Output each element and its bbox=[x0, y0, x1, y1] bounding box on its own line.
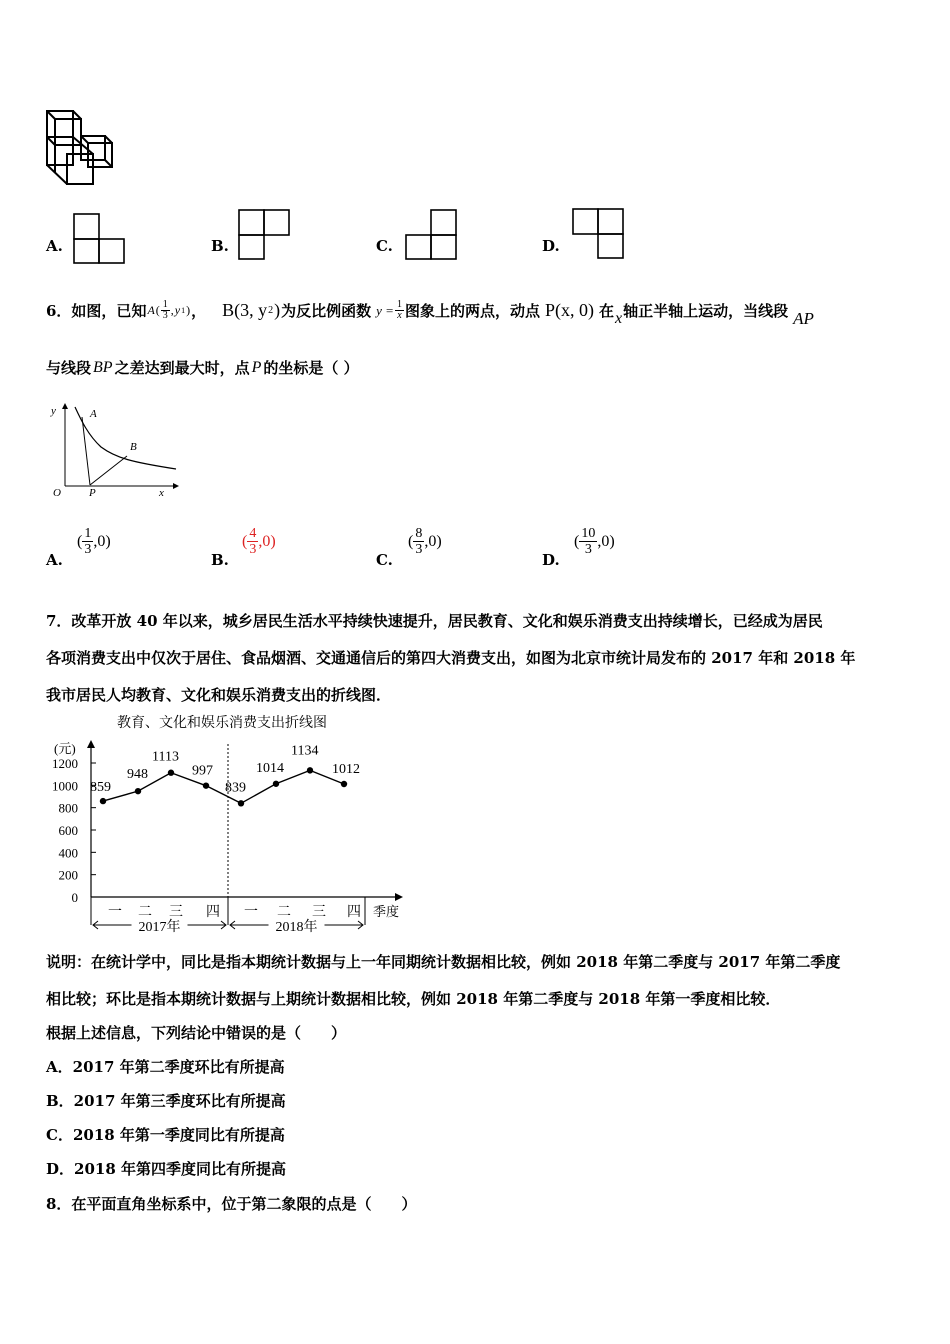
point-p-text: P(x, 0) bbox=[544, 300, 594, 320]
q7-option-b[interactable]: B．2017 年第三季度环比有所提高 bbox=[46, 1092, 286, 1110]
inverse-function-graph bbox=[46, 400, 182, 504]
graph-a-label: A bbox=[90, 408, 97, 420]
q6-line-1: 6．如图，已知 A ( $\frac{1}{3}$ , y 1 ) ， B(3, y 2 ) 为反比例函数 y = $\frac{1}{x}$ 图象上的两点，动点 P(x, 0) 在 x 轴正半轴上运动，当线段 AP bbox=[46, 299, 814, 328]
data-label: 859 bbox=[90, 780, 111, 796]
segment-bp: BP bbox=[93, 358, 113, 376]
graph-y-label: y bbox=[51, 405, 56, 417]
category-label: 三 bbox=[312, 905, 326, 920]
data-point bbox=[168, 770, 174, 776]
q5-option-c-letter[interactable]: C. bbox=[376, 237, 393, 255]
chart-x-label: 季度 bbox=[373, 904, 400, 919]
q6-option-c-value[interactable]: ( $\frac{8}{3}$ ,0) bbox=[408, 526, 442, 557]
y-tick-label: 1000 bbox=[52, 778, 78, 794]
category-label: 四 bbox=[206, 905, 220, 920]
data-label: 1134 bbox=[291, 743, 319, 759]
y-tick-label: 0 bbox=[71, 890, 78, 905]
q5-option-c-view[interactable] bbox=[404, 209, 460, 261]
y-tick-label: 600 bbox=[58, 823, 78, 838]
q6-option-b-value[interactable]: ( $\frac{4}{3}$ ,0) bbox=[242, 526, 276, 557]
data-point bbox=[100, 798, 106, 804]
data-point bbox=[135, 788, 141, 794]
y-tick-label: 1200 bbox=[52, 756, 78, 771]
x-axis-arrow bbox=[395, 893, 403, 901]
q5-option-a-letter[interactable]: A. bbox=[46, 237, 63, 255]
point-p-label: P bbox=[251, 358, 262, 376]
q6-line-2 bbox=[46, 357, 359, 378]
func-fraction: $\frac{1}{x}$ bbox=[396, 299, 402, 321]
cube-stack-figure bbox=[42, 106, 118, 190]
q7-option-a[interactable]: A．2017 年第二季度环比有所提高 bbox=[46, 1058, 285, 1076]
series-line-2017年 bbox=[103, 773, 206, 801]
data-label: 1012 bbox=[332, 761, 360, 777]
q7-line-2: 各项消费支出中仅次于居住、食品烟酒、交通通信后的第四大消费支出，如图为北京市统计局发布的 2017 年和 2018 年 bbox=[46, 649, 856, 667]
category-label: 一 bbox=[108, 905, 122, 920]
chart-title: 教育、文化和娱乐消费支出折线图 bbox=[117, 716, 327, 731]
q7-line-3: 我市居民人均教育、文化和娱乐消费支出的折线图． bbox=[46, 686, 392, 704]
q5-option-d-letter[interactable]: D. bbox=[542, 237, 560, 255]
q6-intro-text: 6．如图，已知 bbox=[46, 302, 147, 320]
q6-option-c-letter[interactable]: C. bbox=[376, 551, 393, 569]
axis-x-text: x bbox=[614, 309, 623, 327]
q7-line-1: 7．改革开放 40 年以来，城乡居民生活水平持续快速提升，居民教育、文化和娱乐消费支出持续增长，已经成为居民 bbox=[46, 612, 823, 630]
q5-option-a-view[interactable] bbox=[73, 213, 127, 265]
data-label: 839 bbox=[225, 780, 246, 796]
y-tick-label: 800 bbox=[58, 800, 78, 816]
data-point bbox=[238, 800, 244, 806]
q8-question: 8．在平面直角坐标系中，位于第二象限的点是（ ） bbox=[46, 1195, 417, 1213]
q6-comma: ， bbox=[191, 302, 207, 320]
point-a-y-sub: 1 bbox=[181, 306, 186, 315]
segment-ap-line bbox=[82, 417, 90, 485]
q7-note-1: 说明：在统计学中，同比是指本期统计数据与上一年同期统计数据相比较，例如 2018 年第二季度与 2017 年第二季度 bbox=[46, 953, 841, 971]
q5-option-b-letter[interactable]: B. bbox=[211, 237, 229, 255]
q6-line2-b: 之差达到最大时，点 bbox=[114, 359, 250, 377]
chart-y-unit: (元) bbox=[54, 741, 76, 756]
data-label: 997 bbox=[192, 763, 213, 779]
q6-option-a-value[interactable]: ( $\frac{1}{3}$ ,0) bbox=[77, 526, 111, 557]
graph-x-label: x bbox=[159, 487, 164, 499]
y-axis-arrow bbox=[87, 740, 95, 748]
graph-o-label: O bbox=[53, 487, 61, 499]
y-tick-label: 200 bbox=[58, 867, 78, 883]
q6-option-d-value[interactable]: ( $\frac{10}{3}$ ,0) bbox=[574, 526, 615, 557]
q7-option-d[interactable]: D．2018 年第四季度同比有所提高 bbox=[46, 1160, 286, 1178]
point-b-sub: 2 bbox=[268, 305, 274, 316]
point-a-label: A bbox=[147, 303, 155, 317]
category-label: 二 bbox=[277, 905, 291, 920]
group-label: 2018年 bbox=[275, 920, 318, 935]
y-tick-label: 400 bbox=[58, 845, 78, 861]
point-a-y: y bbox=[174, 303, 181, 317]
q7-note-2: 相比较；环比是指本期统计数据与上期统计数据相比较，例如 2018 年第二季度与 2018 年第一季度相比较． bbox=[46, 990, 781, 1008]
consumption-line-chart bbox=[40, 708, 420, 943]
segment-bp-line bbox=[90, 456, 127, 485]
q6-line2-c: 的坐标是（ ） bbox=[263, 359, 359, 377]
data-point bbox=[307, 767, 313, 773]
category-label: 三 bbox=[169, 905, 183, 920]
data-point bbox=[341, 781, 347, 787]
segment-ap: AP bbox=[793, 308, 814, 328]
graph-p-label: P bbox=[89, 487, 96, 499]
q5-option-b-view[interactable] bbox=[238, 209, 292, 261]
q6-mid-text: 为反比例函数 bbox=[281, 302, 372, 320]
data-point bbox=[203, 782, 209, 788]
category-label: 四 bbox=[347, 905, 361, 920]
func-y: y = bbox=[376, 302, 394, 318]
q7-question: 根据上述信息，下列结论中错误的是（ ） bbox=[46, 1024, 347, 1042]
category-label: 一 bbox=[244, 905, 258, 920]
q6-option-d-letter[interactable]: D. bbox=[542, 551, 560, 569]
graph-b-label: B bbox=[130, 441, 137, 453]
data-label: 1113 bbox=[152, 749, 179, 765]
q7-option-c[interactable]: C．2018 年第一季度同比有所提高 bbox=[46, 1126, 285, 1144]
q6-option-a-letter[interactable]: A. bbox=[46, 551, 63, 569]
data-point bbox=[273, 781, 279, 787]
q5-option-d-view[interactable] bbox=[571, 208, 627, 260]
q6-mid2-text: 图象上的两点，动点 bbox=[404, 302, 540, 320]
data-label: 948 bbox=[127, 767, 148, 783]
q6-mid3-text: 轴正半轴上运动，当线段 bbox=[623, 302, 789, 320]
category-label: 二 bbox=[138, 905, 152, 920]
point-b-close: ) bbox=[274, 300, 281, 320]
q6-on-text: 在 bbox=[598, 302, 614, 320]
q6-option-b-letter[interactable]: B. bbox=[211, 551, 229, 569]
point-b-text: B(3, y bbox=[222, 300, 268, 320]
point-a-fraction: $\frac{1}{3}$ bbox=[162, 299, 168, 321]
q6-line2-a: 与线段 bbox=[46, 359, 92, 377]
data-label: 1014 bbox=[256, 760, 284, 776]
group-label: 2017年 bbox=[138, 920, 181, 935]
